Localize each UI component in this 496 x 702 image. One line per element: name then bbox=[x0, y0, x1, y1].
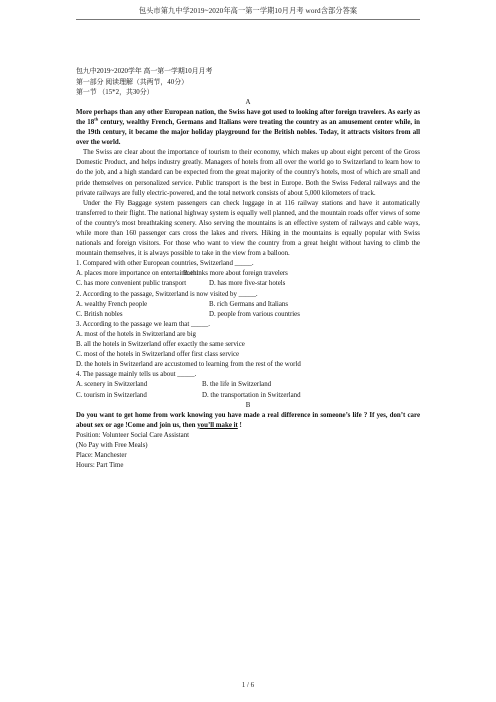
exam-title: 包九中2019~2020学年 高一第一学期10月月考 bbox=[76, 68, 213, 75]
hours-line: Hours: Part Time bbox=[76, 462, 124, 470]
option-c: C. has more convenient public transport bbox=[76, 280, 187, 288]
option-row bbox=[76, 380, 420, 390]
question-stem: 1. Compared with other European countries, Switzerland _____. bbox=[76, 260, 254, 268]
place-line: Place: Manchester bbox=[76, 452, 127, 460]
section-heading: 第一节 （15*2，共30分） bbox=[76, 88, 154, 96]
passage-a-paragraph-1: More perhaps than any other European nation, the Swiss have got used to looking after foreign travelers. As early as the 18th century, wealthy French, Germans and Italians were treating the country as an amusement center while, in the 19th century, it became the major holiday playground for the British nobles. Today, it attracts visitors from all over the world. bbox=[76, 108, 420, 147]
part-heading: 第一部分 阅读理解（共两节，40分） bbox=[76, 78, 188, 86]
option-c: C. most of the hotels in Switzerland offer first class service bbox=[76, 351, 240, 359]
question-stem: 2. According to the passage, Switzerland is now visited by _____. bbox=[76, 290, 258, 298]
option-b: B. all the hotels in Switzerland offer exactly the same service bbox=[76, 341, 245, 349]
passage-a-label: A bbox=[245, 98, 251, 106]
header-divider bbox=[76, 19, 420, 20]
option-b: B. rich Germans and Italians bbox=[209, 300, 289, 308]
option-d: D. has more five-star hotels bbox=[209, 280, 286, 288]
question-block-2 bbox=[76, 290, 420, 320]
option-row bbox=[76, 300, 420, 310]
option-row bbox=[76, 391, 420, 401]
option-a: A. most of the hotels in Switzerland are big bbox=[76, 330, 196, 338]
question-block-4 bbox=[76, 370, 420, 400]
option-row bbox=[76, 269, 420, 279]
pay-line: (No Pay with Free Meals) bbox=[76, 441, 148, 449]
page-number: 1 / 6 bbox=[241, 682, 255, 689]
option-a: A. places more importance on entertainment bbox=[76, 270, 199, 278]
passage-a-paragraph-2: The Swiss are clear about the importance of tourism to their economy, which makes up about eight percent of the Gross Domestic Product, and helps industry greatly. Managers of hotels from all over the world go to Switzerland to learn how to do the job, and a high standard can be expected from the great majority of the country's hotels, most of which are small and pride themselves on personalized service. Public transport is the best in Europe. Both the Swiss Federal railways and the private railways are fully electric-powered, and the total network consists of about 5,000 kilometers of track. bbox=[76, 149, 420, 197]
option-d: D. people from various countries bbox=[209, 310, 300, 318]
option-a: A. wealthy French people bbox=[76, 300, 148, 308]
option-c: C. tourism in Switzerland bbox=[76, 391, 147, 399]
question-block-3 bbox=[76, 320, 420, 370]
option-row bbox=[76, 310, 420, 320]
option-row bbox=[76, 279, 420, 289]
question-stem: 3. According to the passage we learn that _____. bbox=[76, 320, 210, 328]
position-line: Position: Volunteer Social Care Assistant bbox=[76, 431, 190, 439]
option-d: D. the hotels in Switzerland are accustomed to learning from the rest of the world bbox=[76, 361, 301, 369]
running-header: 包头市第九中学2019~2020年高一第一学期10月月考 word含部分答案 bbox=[138, 7, 358, 15]
option-c: C. British nobles bbox=[76, 310, 123, 318]
option-b: B. the life in Switzerland bbox=[202, 381, 272, 389]
question-block-1 bbox=[76, 259, 420, 289]
passage-a-paragraph-3: Under the Fly Baggage system passengers can check luggage in at 116 railway stations and have it automatically transferred to their flight. The national highway system is equally well planned, and the mountain roads offer views of some of the country's most breathtaking scenery. Also serving the mountains is an effective system of railways and cable ways, while more than 160 passenger cars cross the lakes and rivers. Hiking in the mountains is equally popular with Swiss nationals and foreign visitors. For those who want to view the country from a great height without having to climb the mountain themselves, it is always possible to take in the view from a balloon. bbox=[76, 199, 420, 258]
option-b: B. thinks more about foreign travelers bbox=[183, 270, 288, 278]
passage-b-intro: Do you want to get home from work knowing you have made a real difference in someone’s life ? If yes, don’t care about sex or age !Come and join us, then you’ll make it ! bbox=[76, 411, 420, 429]
option-a: A. scenery in Switzerland bbox=[76, 381, 148, 389]
question-stem: 4. The passage mainly tells us about _____. bbox=[76, 371, 197, 379]
document-body bbox=[76, 67, 420, 471]
passage-b-label: B bbox=[245, 401, 251, 409]
option-d: D. the transportation in Switzerland bbox=[202, 391, 301, 399]
